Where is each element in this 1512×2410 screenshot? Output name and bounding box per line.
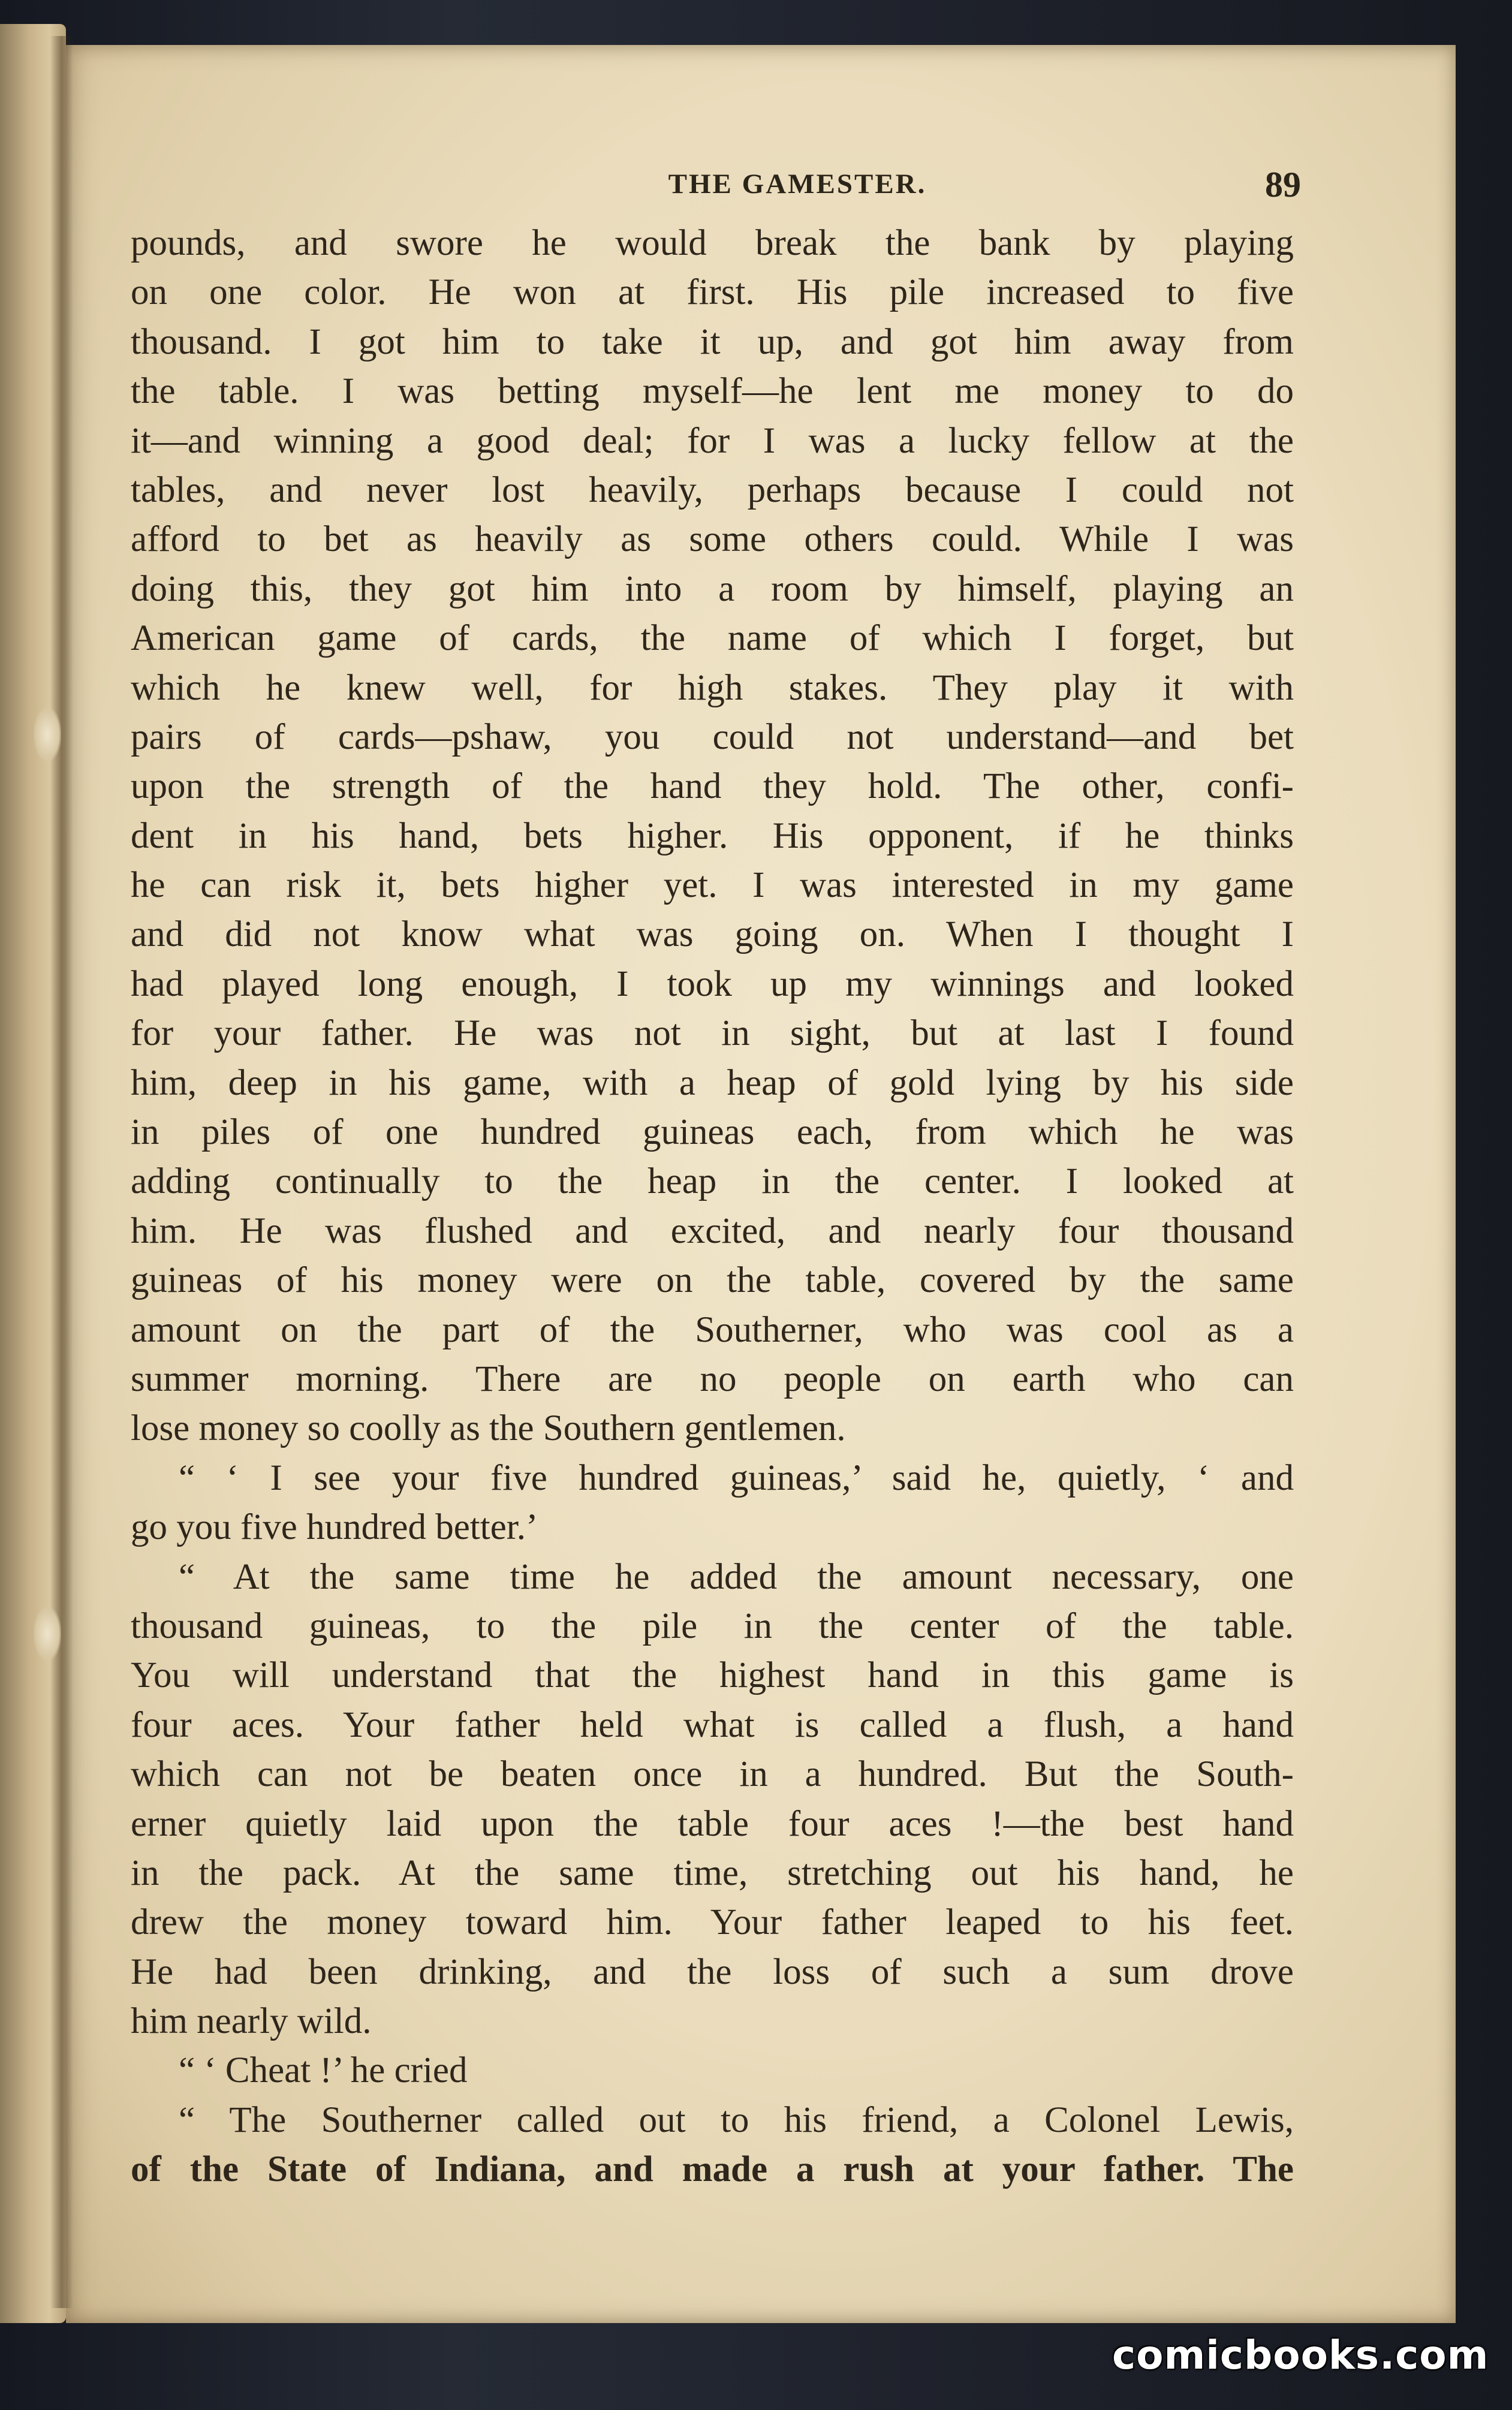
text-line: had played long enough, I took up my winnings and looked	[131, 963, 1294, 1004]
text-line: in piles of one hundred guineas each, from which he was	[131, 1112, 1294, 1153]
text-line: him. He was flushed and excited, and nearly four thousand	[131, 1210, 1294, 1251]
text-line: tables, and never lost heavily, perhaps because I could not	[131, 469, 1294, 510]
text-line: on one color. He won at first. His pile increased to five	[131, 272, 1294, 313]
book-page	[66, 45, 1456, 2323]
text-line: in the pack. At the same time, stretching out his hand, he	[131, 1852, 1294, 1893]
text-line: thousand guineas, to the pile in the center of the table.	[131, 1605, 1294, 1646]
text-line: it—and winning a good deal; for I was a lucky fellow at the	[131, 420, 1294, 461]
text-line: the table. I was betting myself—he lent me money to do	[131, 371, 1294, 412]
text-line: drew the money toward him. Your father leaped to his feet.	[131, 1902, 1294, 1943]
watermark: comicbooks.com	[1112, 2332, 1489, 2378]
text-line: amount on the part of the Southerner, who was cool as a	[131, 1309, 1294, 1350]
text-line: summer morning. There are no people on earth who can	[131, 1358, 1294, 1399]
text-line: You will understand that the highest hand in this game is	[131, 1655, 1294, 1696]
text-line: which can not be beaten once in a hundred. But the South-	[131, 1754, 1294, 1795]
text-line: thousand. I got him to take it up, and got him away from	[131, 321, 1294, 362]
text-line: for your father. He was not in sight, but at last I found	[131, 1013, 1294, 1054]
binding-stitch	[34, 1607, 61, 1661]
running-head: THE GAMESTER.	[668, 168, 927, 200]
text-line: dent in his hand, bets higher. His opponent, if he thinks	[131, 815, 1294, 856]
text-line: which he knew well, for high stakes. They play it with	[131, 667, 1294, 708]
text-line: erner quietly laid upon the table four aces !—the best hand	[131, 1803, 1294, 1844]
binding-stitch	[34, 707, 61, 761]
text-line: guineas of his money were on the table, covered by the same	[131, 1260, 1294, 1301]
body-text	[131, 219, 1294, 2195]
text-line: four aces. Your father held what is called a flush, a hand	[131, 1704, 1294, 1745]
text-line: pounds, and swore he would break the bank by playing	[131, 223, 1294, 263]
text-line: pairs of cards—pshaw, you could not understand—and bet	[131, 716, 1294, 757]
text-line: American game of cards, the name of which I forget, but	[131, 618, 1294, 659]
text-line: of the State of Indiana, and made a rush at your father. The	[131, 2149, 1294, 2190]
text-line: afford to bet as heavily as some others could. While I was	[131, 519, 1294, 560]
text-line: go you five hundred better.’	[131, 1507, 538, 1548]
text-line: He had been drinking, and the loss of such a sum drove	[131, 1951, 1294, 1992]
text-line: adding continually to the heap in the center. I looked at	[131, 1161, 1294, 1202]
text-line: him nearly wild.	[131, 2001, 372, 2042]
text-line: him, deep in his game, with a heap of gold lying by his side	[131, 1062, 1294, 1103]
text-line: “ ‘ I see your five hundred guineas,’ said he, quietly, ‘ and	[179, 1457, 1294, 1498]
page-number: 89	[1265, 165, 1301, 204]
text-line: “ At the same time he added the amount necessary, one	[179, 1556, 1294, 1597]
text-line: and did not know what was going on. When I thought I	[131, 914, 1294, 955]
text-line: upon the strength of the hand they hold. The other, confi-	[131, 766, 1294, 807]
book-gutter	[50, 36, 73, 2308]
text-line: lose money so coolly as the Southern gentlemen.	[131, 1408, 846, 1449]
text-line: doing this, they got him into a room by himself, playing an	[131, 568, 1294, 609]
text-line: “ ‘ Cheat !’ he cried	[179, 2050, 468, 2091]
page-header	[66, 165, 1456, 210]
text-line: he can risk it, bets higher yet. I was interested in my game	[131, 865, 1294, 906]
text-line: “ The Southerner called out to his friend, a Colonel Lewis,	[179, 2099, 1294, 2140]
